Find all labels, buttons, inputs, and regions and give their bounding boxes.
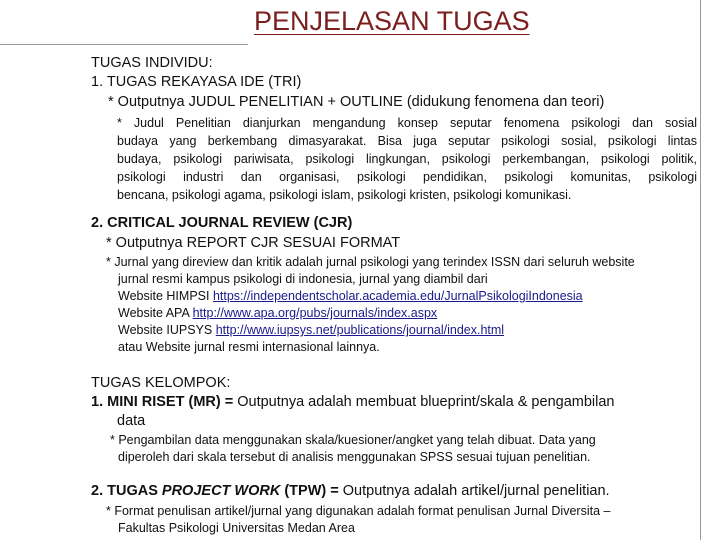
tpw-heading-text: Outputnya adalah artikel/jurnal penelitian.	[338, 483, 610, 499]
mr-detail-line: diperoleh dari skala tersebut di analisis menggunakan SPSS sesuai tujuan penelitian.	[118, 450, 591, 464]
website-label: Website HIMPSI	[118, 289, 213, 303]
tpw-heading	[91, 482, 610, 500]
tri-detail-line: bencana, psikologi agama, psikologi islam, psikologi kristen, psikologi komunikasi.	[117, 188, 572, 202]
mr-heading	[91, 393, 614, 411]
tri-detail-line: budaya, psikologi pariwisata, psikologi lingkungan, psikologi perkembangan, psikologi politik,	[117, 152, 697, 166]
mr-heading-cont: data	[117, 413, 146, 429]
iupsys-link[interactable]: http://www.iupsys.net/publications/journal/index.html	[215, 323, 505, 337]
tri-detail-line: * Judul Penelitian dianjurkan mengandung konsep seputar fenomena psikologi dan sosial	[117, 116, 697, 130]
tpw-detail-line: Fakultas Psikologi Universitas Medan Area	[118, 521, 355, 535]
cjr-output: * Outputnya REPORT CJR SESUAI FORMAT	[106, 235, 401, 251]
mr-heading-label: 1. MINI RISET (MR) =	[91, 394, 234, 410]
decorative-rule-top	[0, 44, 248, 45]
individu-heading: TUGAS INDIVIDU:	[91, 55, 213, 71]
website-label: Website IUPSYS	[118, 323, 216, 337]
website-himpsi-line	[118, 287, 583, 305]
website-iupsys-line	[118, 321, 504, 339]
tpw-heading-italic: PROJECT WORK	[161, 483, 281, 499]
mr-detail-line: * Pengambilan data menggunakan skala/kuesioner/angket yang telah dibuat. Data yang	[110, 433, 596, 447]
cjr-detail-line: * Jurnal yang direview dan kritik adalah jurnal psikologi yang terindex ISSN dari seluruh website	[106, 255, 635, 269]
kelompok-heading: TUGAS KELOMPOK:	[91, 375, 231, 391]
decorative-rule-right	[700, 0, 701, 540]
cjr-heading: 2. CRITICAL JOURNAL REVIEW (CJR)	[91, 215, 353, 231]
page-title: PENJELASAN TUGAS	[254, 6, 530, 36]
mr-heading-text: Outputnya adalah membuat blueprint/skala & pengambilan	[233, 394, 615, 410]
tpw-heading-label-b: (TPW) =	[280, 483, 339, 499]
apa-link[interactable]: http://www.apa.org/pubs/journals/index.aspx	[192, 306, 438, 320]
tpw-detail-line: * Format penulisan artikel/jurnal yang digunakan adalah format penulisan Jurnal Diversita –	[106, 504, 611, 518]
tri-heading: 1. TUGAS REKAYASA IDE (TRI)	[91, 74, 302, 90]
himpsi-link[interactable]: https://independentscholar.academia.edu/JurnalPsikologiIndonesia	[212, 289, 583, 303]
tri-output: * Outputnya JUDUL PENELITIAN + OUTLINE (didukung fenomena dan teori)	[108, 94, 605, 110]
tri-detail-line: budaya yang berkembang dimasyarakat. Bisa juga seputar psikologi sosial, psikologi lintas	[117, 134, 697, 148]
cjr-detail-line: atau Website jurnal resmi internasional lainnya.	[118, 340, 380, 354]
tpw-heading-label-a: 2. TUGAS	[91, 483, 162, 499]
website-apa-line	[118, 304, 437, 322]
cjr-detail-line: jurnal resmi kampus psikologi di indonesia, jurnal yang diambil dari	[118, 272, 488, 286]
website-label: Website APA	[118, 306, 193, 320]
tri-detail-line: psikologi industri dan organisasi, psikologi pendidikan, psikologi komunitas, psikologi	[117, 170, 697, 184]
